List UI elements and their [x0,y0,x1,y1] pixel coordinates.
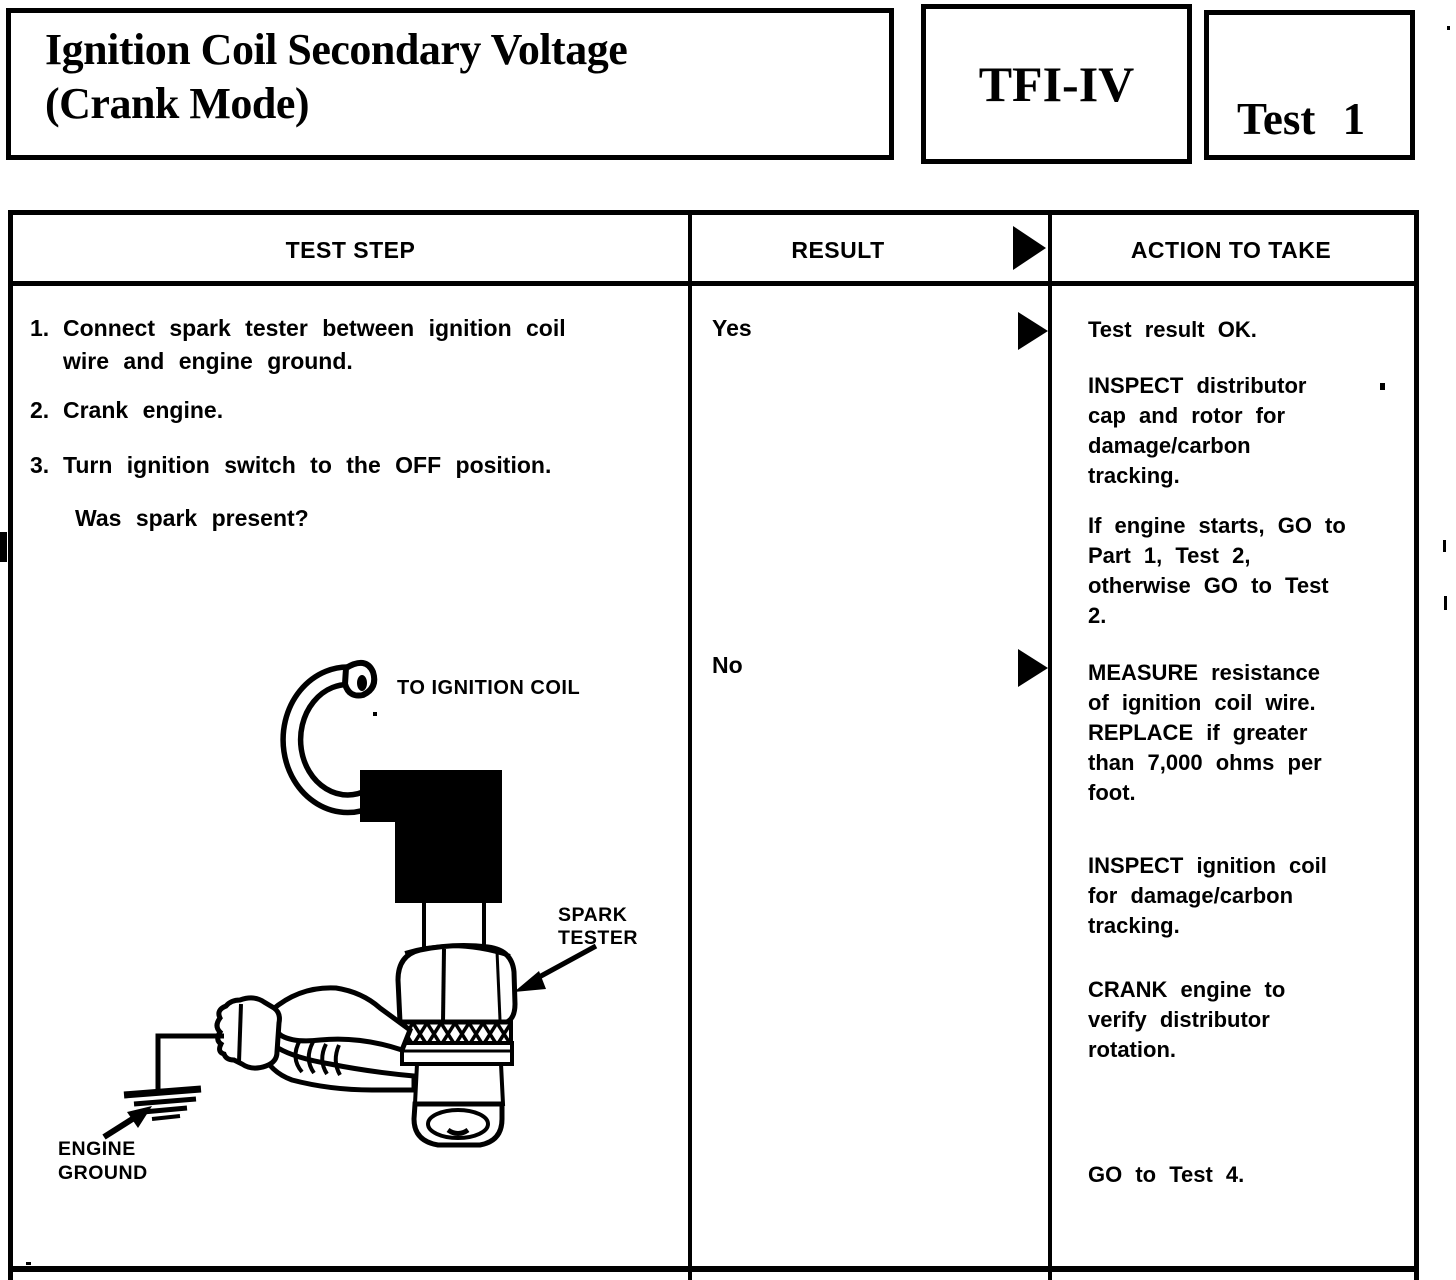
spark-tester-diagram [40,640,640,1210]
column-header-test-step: TEST STEP [285,237,416,263]
action-line: INSPECT ignition coil [1088,853,1327,878]
action-column-content [1088,315,1408,1190]
action-line: 2. [1088,603,1107,628]
action-line: damage/carbon [1088,433,1251,458]
table-header-row [13,215,1414,286]
step-text: wire and engine ground. [63,348,353,374]
scan-artifact [26,1262,31,1265]
column-header-result: RESULT [791,237,885,263]
spark-tester-leader [514,946,596,992]
action-line: foot. [1088,780,1136,805]
step-number: 2. [30,397,50,423]
action-line: rotation. [1088,1037,1176,1062]
column-header-action: ACTION TO TAKE [1130,237,1332,263]
label-spark-tester: TESTER [558,927,638,949]
action-line: than 7,000 ohms per [1088,750,1322,775]
column-divider [1048,215,1052,1280]
scan-artifact [1443,540,1446,552]
result-no-arrow-icon [1018,649,1048,687]
action-line: otherwise GO to Test [1088,573,1329,598]
scan-artifact [1444,596,1447,610]
test-step-2 [30,394,670,427]
result-header-arrow-icon [1013,226,1046,270]
page-title [11,13,889,131]
action-line: tracking. [1088,913,1180,938]
label-spark-tester: SPARK [558,904,628,926]
label-to-ignition-coil: TO IGNITION COIL [397,677,581,699]
test-step-3 [30,449,670,482]
action-line: REPLACE if greater [1088,720,1308,745]
test-steps [30,312,670,535]
ground-clip [217,988,414,1090]
action-line: cap and rotor for [1088,403,1286,428]
page-title-line2: (Crank Mode) [45,79,310,128]
action-line: for damage/carbon [1088,883,1294,908]
action-line: CRANK engine to [1088,977,1286,1002]
action-line: MEASURE resistance [1088,660,1320,685]
label-engine-ground: GROUND [58,1162,148,1184]
system-badge-label: TFI-IV [978,56,1135,112]
scan-artifact [0,532,7,562]
test-step-1 [30,312,670,378]
action-line: tracking. [1088,463,1180,488]
collar-band [402,1043,512,1064]
hex-nut [398,946,515,1022]
action-paragraph [1088,371,1408,491]
title-box [6,8,894,160]
action-paragraph [1088,851,1408,941]
action-line: Part 1, Test 2, [1088,543,1251,568]
step-number: 1. [30,315,50,341]
step-text: Turn ignition switch to the OFF position. [63,452,552,478]
action-paragraph [1088,658,1408,808]
action-line: Test result OK. [1088,317,1257,342]
action-line: If engine starts, GO to [1088,513,1346,538]
page-title-line1: Ignition Coil Secondary Voltage [45,25,628,74]
action-paragraph [1088,511,1408,631]
action-paragraph [1088,1160,1408,1190]
step-number: 3. [30,452,50,478]
action-line: of ignition coil wire. [1088,690,1316,715]
ground-wire [158,1036,224,1090]
label-engine-ground: ENGINE [58,1138,136,1160]
scan-artifact [373,712,377,716]
action-line: verify distributor [1088,1007,1270,1032]
test-number-label: Test 1 [1237,94,1366,144]
step-text: Crank engine. [63,397,224,423]
scan-artifact [1447,26,1450,30]
action-line: INSPECT distributor [1088,373,1307,398]
engine-ground-arrow [104,1106,152,1137]
step-question: Was spark present? [75,505,309,531]
action-paragraph [1088,975,1408,1065]
action-line: GO to Test 4. [1088,1162,1245,1187]
result-yes-arrow-icon [1018,312,1048,350]
result-yes: Yes [712,315,752,341]
scan-artifact [1380,383,1385,390]
boot [360,770,502,903]
result-no: No [712,652,743,678]
action-paragraph [1088,315,1408,345]
row-divider [13,1266,1414,1272]
step-text: Connect spark tester between ignition coil [63,315,566,341]
system-badge [921,4,1192,164]
knurled-band [404,1022,511,1043]
column-divider [688,215,692,1280]
tester-body [414,1064,503,1145]
test-number-badge [1204,10,1415,160]
